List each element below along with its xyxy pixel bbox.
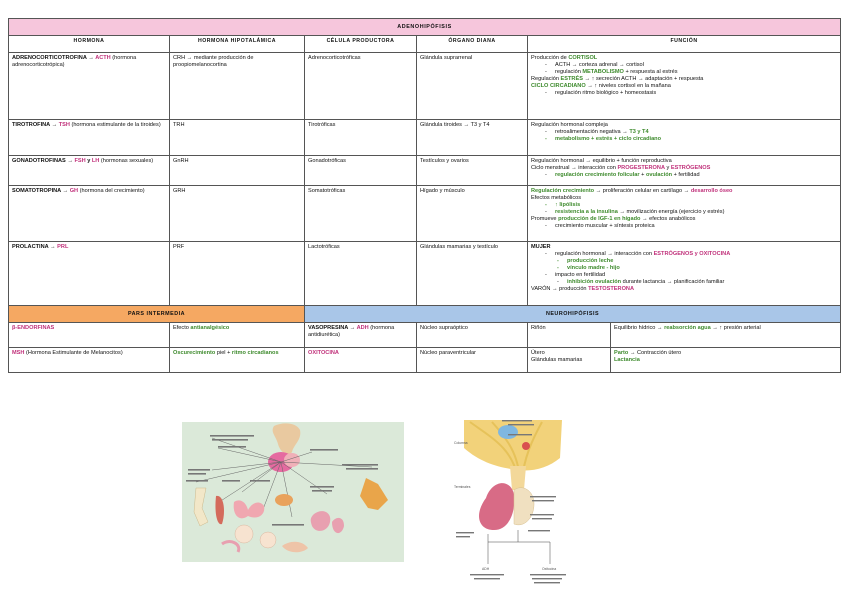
row-tsh (9, 120, 841, 156)
prl-diana: Glándulas mamarias y testículo (417, 242, 528, 306)
tsh-diana: Glándula tiroides → T3 y T4 (417, 120, 528, 156)
column-headers (9, 36, 841, 53)
pars-intermedia-header: PARS INTERMEDIA (9, 306, 305, 323)
neurohipofisis-header: NEUROHIPÓFISIS (305, 306, 841, 323)
tsh-hormona: TIROTROFINA → TSH (hormona estimulante de la tiroides) (9, 120, 170, 156)
oxt-nucleo: Núcleo paraventricular (417, 348, 528, 373)
gn-hormona: GONADOTROFINAS → FSH y LH (hormonas sexuales) (9, 156, 170, 186)
prl-hormona: PROLACTINA → PRL (9, 242, 170, 306)
row-msh-oxitocina (9, 348, 841, 373)
row-gonadotrofinas (9, 156, 841, 186)
adh-funcion: Equilibrio hídrico → reabsorción agua → ↑ presión arterial (611, 323, 841, 348)
label-oxitocina: Oxitocina (542, 567, 557, 571)
row-endorfinas-adh (9, 323, 841, 348)
gh-celula: Somatotróficas (305, 186, 417, 242)
oxt-funcion: Parto → Contracción útero Lactancia (611, 348, 841, 373)
adh-hormona: VASOPRESINA → ADH (hormona antidiurética) (305, 323, 417, 348)
row-acth (9, 53, 841, 120)
label-terminales: Terminales (454, 485, 471, 489)
header-organo: ÓRGANO DIANA (417, 36, 528, 53)
adenohipofisis-diagram-image (182, 422, 404, 562)
row-gh (9, 186, 841, 242)
gh-hipot: GRH (170, 186, 305, 242)
gn-hipot: GnRH (170, 156, 305, 186)
header-celula: CÉLULA PRODUCTORA (305, 36, 417, 53)
acth-hipot: CRH → mediante producción de proopiomelanocortina (170, 53, 305, 120)
acth-diana: Glándula suprarrenal (417, 53, 528, 120)
neurohipofisis-diagram-image (452, 418, 570, 590)
header-hipotalamica: HORMONA HIPOTALÁMICA (170, 36, 305, 53)
gn-celula: Gonadotróficas (305, 156, 417, 186)
acth-hormona: ADRENOCORTICOTROFINA → ACTH (hormona adrenocorticotrópica) (9, 53, 170, 120)
gn-funcion: Regulación hormonal → equilibrio + función reproductiva Ciclo menstrual → interacción con PROGESTERONA y ESTRÓGENOS - regulación crecimiento folicular + ovulación + fertilidad (528, 156, 841, 186)
adenohipofisis-table (8, 18, 841, 373)
label-columna: Columna (454, 441, 468, 445)
tsh-funcion: Regulación hormonal compleja - retroalimentación negativa → T3 y T4 - metabolismo + estrés + ciclo circadiano (528, 120, 841, 156)
adh-nucleo: Núcleo supraóptico (417, 323, 528, 348)
msh-hormona: MSH (Hormona Estimulante de Melanocitos) (9, 348, 170, 373)
gh-diana: Hígado y músculo (417, 186, 528, 242)
label-adh: ADH (482, 567, 490, 571)
msh-efecto: Oscurecimiento piel + ritmo circadianos (170, 348, 305, 373)
table-title: ADENOHIPÓFISIS (9, 19, 841, 36)
acth-celula: Adrenocorticotróficas (305, 53, 417, 120)
section-headers (9, 306, 841, 323)
endorfinas-efecto: Efecto antianalgésico (170, 323, 305, 348)
prl-funcion: MUJER - regulación hormonal → interacción con ESTRÓGENOS y OXITOCINA - producción leche - vínculo madre - hijo - impacto en fertilidad - inhibición ovulación durante lactancia → planificación familiar VARÓN → producción TESTOSTERONA (528, 242, 841, 306)
prl-hipot: PRF (170, 242, 305, 306)
acth-funcion: Producción de CORTISOL - ACTH → corteza adrenal → cortisol - regulación METABOLISMO + respuesta al estrés Regulación ESTRÉS → ↑ secreción ACTH → adaptación + respuesta CICLO CIRCADIANO → ↑ niveles cortisol en la mañana - regulación ritmo biológico + homeostasis (528, 53, 841, 120)
gn-diana: Testículos y ovarios (417, 156, 528, 186)
header-funcion: FUNCIÓN (528, 36, 841, 53)
tsh-hipot: TRH (170, 120, 305, 156)
header-hormona: HORMONA (9, 36, 170, 53)
adh-diana: Riñón (528, 323, 611, 348)
oxt-hormona: OXITOCINA (305, 348, 417, 373)
endorfinas-hormona: β-ENDORFINAS (9, 323, 170, 348)
gh-funcion: Regulación crecimiento → proliferación celular en cartílago → desarrollo óseo Efectos metabólicos - ↑ lipólisis - resistencia a la insulina → movilización energía (ejercicio y estrés) Promueve producción de IGF-1 en hígado → efectos anabólicos - crecimiento muscular + síntesis proteica (528, 186, 841, 242)
prl-celula: Lactotróficas (305, 242, 417, 306)
tsh-celula: Tirotróficas (305, 120, 417, 156)
gh-hormona: SOMATOTROPINA → GH (hormona del crecimiento) (9, 186, 170, 242)
oxt-diana: Útero Glándulas mamarias (528, 348, 611, 373)
row-prl (9, 242, 841, 306)
